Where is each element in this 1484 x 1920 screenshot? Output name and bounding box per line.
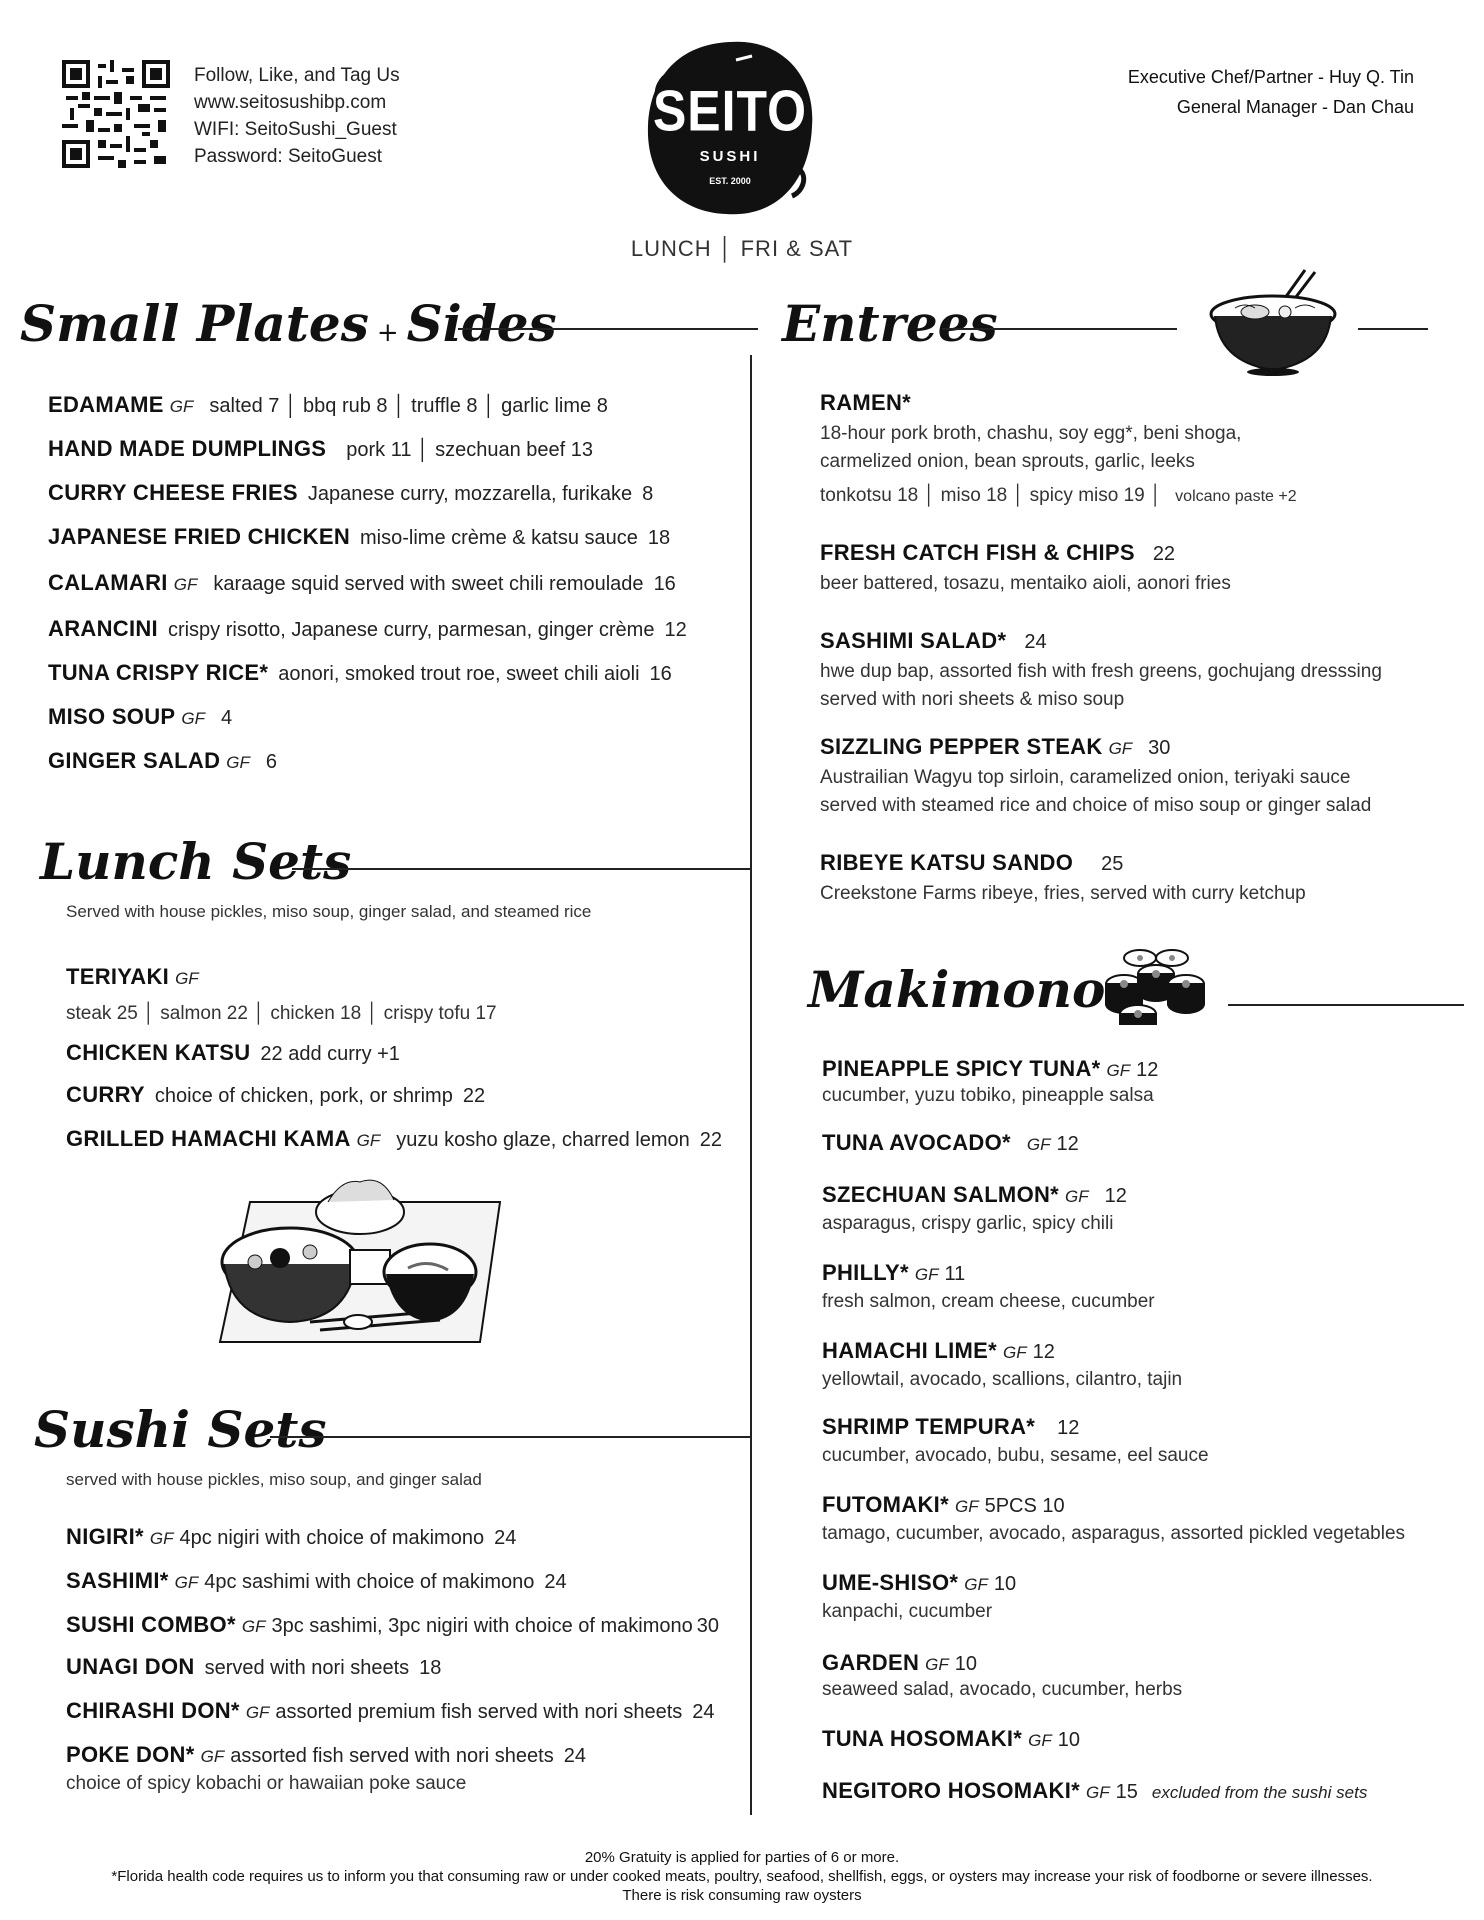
gf-badge: GF [226, 753, 250, 772]
gf-badge: GF [914, 1265, 939, 1284]
gf-badge: GF [1106, 1061, 1131, 1080]
divider-rule [942, 328, 1177, 330]
item-price: 12 [1136, 1059, 1159, 1081]
lunch-set-illustration [210, 1172, 510, 1357]
qr-code [62, 60, 170, 168]
item-description: Japanese curry, mozzarella, furikake [307, 483, 633, 505]
gf-badge: GF [200, 1747, 225, 1766]
item-name: POKE DON* [66, 1742, 195, 1767]
item-description: served with nori sheets [204, 1657, 410, 1679]
item-name: FUTOMAKI* [822, 1492, 949, 1517]
item-price: 10 [993, 1573, 1017, 1595]
list-item [48, 660, 672, 686]
item-price: 24 [1024, 631, 1047, 653]
list-item [66, 1126, 722, 1152]
lunch-sets-heading: Lunch Sets [40, 832, 352, 891]
password-line: Password: SeitoGuest [194, 146, 382, 167]
list-item [66, 1742, 586, 1768]
item-price: 12 [1032, 1341, 1055, 1363]
item-description: 22 add curry +1 [260, 1043, 400, 1065]
item-description: hwe dup bap, assorted fish with fresh greens, gochujang dresssing [820, 661, 1382, 682]
ramen-bowl-illustration [1205, 262, 1355, 382]
list-item [820, 734, 1170, 760]
list-item [48, 748, 277, 774]
list-item [66, 1698, 715, 1724]
item-name: TUNA AVOCADO* [822, 1130, 1011, 1155]
gf-badge: GF [169, 397, 194, 416]
item-description: miso-lime crème & katsu sauce [360, 527, 638, 549]
item-description: cucumber, avocado, bubu, sesame, eel sauce [822, 1445, 1209, 1466]
list-item [822, 1492, 1065, 1518]
sides-title: Sides [406, 294, 557, 353]
ramen-desc-2: carmelized onion, bean sprouts, garlic, leeks [820, 451, 1195, 472]
ramen-extra: volcano paste +2 [1175, 488, 1297, 505]
gf-badge: GF [241, 1617, 266, 1636]
item-name: RIBEYE KATSU SANDO [820, 850, 1074, 875]
item-price: 30 [696, 1615, 719, 1637]
social-line: Follow, Like, and Tag Us [194, 65, 400, 86]
item-description: fresh salmon, cream cheese, cucumber [822, 1291, 1155, 1312]
item-name: CURRY CHEESE FRIES [48, 480, 298, 505]
list-item [48, 616, 687, 642]
item-name: CURRY [66, 1082, 145, 1107]
item-price: 22 [1152, 543, 1176, 565]
gf-badge: GF [245, 1703, 270, 1722]
item-name: CALAMARI [48, 570, 168, 595]
gf-badge: GF [356, 1131, 381, 1150]
item-description: 4pc sashimi with choice of makimono [204, 1571, 535, 1593]
item-name: HAMACHI LIME* [822, 1338, 998, 1363]
item-description: 3pc sashimi, 3pc nigiri with choice of makimono [271, 1615, 693, 1637]
manager-line: General Manager - Dan Chau [1176, 97, 1414, 117]
item-name: TERIYAKI [66, 964, 170, 989]
list-item [48, 392, 608, 418]
list-item [66, 1082, 485, 1108]
item-name: HAND MADE DUMPLINGS [48, 436, 327, 461]
list-item [822, 1726, 1080, 1752]
gf-badge: GF [1003, 1343, 1027, 1362]
item-price: 11 [944, 1263, 966, 1285]
item-name: RAMEN* [820, 390, 912, 415]
item-price: 18 [647, 527, 671, 549]
gf-badge: GF [1065, 1187, 1089, 1206]
small-plates-heading [20, 294, 557, 353]
gratuity-line: 20% Gratuity is applied for parties of 6 or more. [584, 1849, 900, 1866]
list-item [822, 1338, 1055, 1364]
lunch-sets-note: Served with house pickles, miso soup, ginger salad, and steamed rice [66, 902, 592, 921]
item-description: seaweed salad, avocado, cucumber, herbs [822, 1679, 1183, 1700]
item-name: TUNA HOSOMAKI* [822, 1726, 1023, 1751]
teriyaki-options: steak 25 │ salmon 22 │ chicken 18 │ crispy tofu 17 [66, 1003, 497, 1024]
item-name: GINGER SALAD [48, 748, 221, 773]
item-description: crispy risotto, Japanese curry, parmesan, ginger crème [167, 619, 655, 641]
item-name: CHICKEN KATSU [66, 1040, 251, 1065]
item-description: tamago, cucumber, avocado, asparagus, assorted pickled vegetables [822, 1523, 1406, 1544]
item-name: SUSHI COMBO* [66, 1612, 236, 1637]
wifi-line: WIFI: SeitoSushi_Guest [194, 119, 397, 140]
website-link[interactable]: www.seitosushibp.com [194, 92, 387, 113]
gf-badge: GF [175, 969, 199, 988]
item-description: karaage squid served with sweet chili remoulade [213, 573, 644, 595]
ramen-broth-options: tonkotsu 18 │ miso 18 │ spicy miso 19 │ [820, 485, 1162, 506]
gf-badge: GF [1026, 1135, 1051, 1154]
item-name: UNAGI DON [66, 1654, 195, 1679]
poke-sauce-note: choice of spicy kobachi or hawaiian poke sauce [66, 1773, 467, 1794]
item-price: 6 [265, 751, 278, 773]
logo-sub: SUSHI [699, 148, 761, 165]
item-price: 12 [664, 619, 687, 641]
item-description: salted 7 │ bbq rub 8 │ truffle 8 │ garlic lime 8 [209, 395, 608, 417]
gf-badge: GF [1028, 1731, 1052, 1750]
divider-rule [458, 328, 758, 330]
list-item [66, 1040, 400, 1066]
ramen-options [820, 482, 1297, 511]
item-price: 24 [563, 1745, 586, 1767]
item-name: MISO SOUP [48, 704, 176, 729]
gf-badge: GF [925, 1655, 949, 1674]
list-item [66, 1524, 516, 1550]
item-description: choice of chicken, pork, or shrimp [154, 1085, 453, 1107]
item-price: 10 [954, 1653, 977, 1675]
list-item [66, 1654, 441, 1680]
item-price: 25 [1101, 853, 1124, 875]
item-description: Austrailian Wagyu top sirloin, caramelized onion, teriyaki sauce [820, 767, 1351, 788]
item-description: assorted premium fish served with nori sheets [275, 1701, 683, 1723]
divider-rule [292, 868, 750, 870]
item-description: Creekstone Farms ribeye, fries, served with curry ketchup [820, 883, 1306, 904]
item-name: UME-SHISO* [822, 1570, 959, 1595]
ramen-item [820, 390, 911, 416]
item-price: 5PCS 10 [984, 1495, 1065, 1517]
item-description: asparagus, crispy garlic, spicy chili [822, 1213, 1114, 1234]
list-item [822, 1778, 1367, 1804]
item-price: 22 [462, 1085, 486, 1107]
gf-badge: GF [954, 1497, 979, 1516]
list-item [66, 964, 205, 990]
divider-rule [1358, 328, 1428, 330]
gf-badge: GF [964, 1575, 988, 1594]
item-description: yellowtail, avocado, scallions, cilantro, tajin [822, 1369, 1183, 1390]
sushi-rolls-illustration [1098, 944, 1210, 1035]
item-price: 24 [544, 1571, 567, 1593]
list-item [48, 524, 670, 550]
item-name: SZECHUAN SALMON* [822, 1182, 1060, 1207]
list-item [820, 850, 1123, 876]
item-name: GARDEN [822, 1650, 920, 1675]
item-price: 10 [1057, 1729, 1081, 1751]
item-price: 12 [1104, 1185, 1127, 1207]
item-description: beer battered, tosazu, mentaiko aioli, aonori fries [820, 573, 1231, 594]
gf-badge: GF [181, 709, 205, 728]
item-price: 8 [642, 483, 654, 505]
item-name: NIGIRI* [66, 1524, 144, 1549]
item-note: excluded from the sushi sets [1151, 1783, 1368, 1802]
list-item [822, 1056, 1158, 1082]
item-name: EDAMAME [48, 392, 164, 417]
contact-info [194, 62, 400, 170]
small-plates-title: Small Plates [20, 294, 369, 353]
item-price: 4 [221, 707, 233, 729]
sushi-sets-heading: Sushi Sets [34, 1400, 327, 1459]
gf-badge: GF [1108, 739, 1133, 758]
list-item [822, 1414, 1079, 1440]
list-item [48, 436, 593, 462]
item-price: 12 [1056, 1133, 1079, 1155]
list-item [48, 480, 653, 506]
item-name: SHRIMP TEMPURA* [822, 1414, 1036, 1439]
item-name: NEGITORO HOSOMAKI* [822, 1778, 1081, 1803]
seito-logo [640, 30, 820, 230]
sushi-sets-note: served with house pickles, miso soup, and ginger salad [66, 1470, 482, 1489]
list-item [48, 704, 232, 730]
list-item [66, 1568, 567, 1594]
item-price: 16 [653, 573, 676, 595]
item-price: 24 [692, 1701, 715, 1723]
makimono-heading: Makimono [808, 960, 1106, 1019]
item-name: PHILLY* [822, 1260, 909, 1285]
item-price: 16 [649, 663, 672, 685]
item-name: SASHIMI* [66, 1568, 169, 1593]
item-name: FRESH CATCH FISH & CHIPS [820, 540, 1135, 565]
item-price: 12 [1057, 1417, 1080, 1439]
item-price: 24 [494, 1527, 517, 1549]
item-price: 15 [1115, 1781, 1138, 1803]
list-item [820, 540, 1175, 566]
item-description: served with nori sheets & miso soup [820, 689, 1125, 710]
gf-badge: GF [1086, 1783, 1110, 1802]
item-description: yuzu kosho glaze, charred lemon [396, 1129, 690, 1151]
list-item [822, 1570, 1016, 1596]
oyster-line: There is risk consuming raw oysters [622, 1887, 862, 1904]
divider-rule [270, 1436, 750, 1438]
item-name: GRILLED HAMACHI KAMA [66, 1126, 351, 1151]
item-description: pork 11 │ szechuan beef 13 [346, 439, 594, 461]
item-name: PINEAPPLE SPICY TUNA* [822, 1056, 1101, 1081]
plus-sign: + [376, 318, 399, 348]
divider-rule [1228, 1004, 1464, 1006]
item-price: 18 [419, 1657, 442, 1679]
chef-line: Executive Chef/Partner - Huy Q. Tin [1127, 67, 1414, 87]
ramen-desc-1: 18-hour pork broth, chashu, soy egg*, beni shoga, [820, 423, 1242, 444]
list-item [822, 1130, 1079, 1156]
item-description: cucumber, yuzu tobiko, pineapple salsa [822, 1085, 1154, 1106]
item-description: aonori, smoked trout roe, sweet chili aioli [278, 663, 640, 685]
item-name: ARANCINI [48, 616, 158, 641]
item-description: served with steamed rice and choice of miso soup or ginger salad [820, 795, 1372, 816]
list-item [820, 628, 1047, 654]
item-name: JAPANESE FRIED CHICKEN [48, 524, 351, 549]
menu-subtitle: LUNCH │ FRI & SAT [630, 236, 854, 261]
gf-badge: GF [174, 1573, 199, 1592]
list-item [822, 1182, 1127, 1208]
list-item [822, 1650, 977, 1676]
column-divider [750, 355, 752, 1815]
list-item [66, 1612, 719, 1638]
item-name: SIZZLING PEPPER STEAK [820, 734, 1103, 759]
entrees-heading: Entrees [782, 294, 998, 353]
gf-badge: GF [149, 1529, 174, 1548]
gf-badge: GF [173, 575, 198, 594]
item-name: CHIRASHI DON* [66, 1698, 240, 1723]
health-code-line: *Florida health code requires us to inform you that consuming raw or under cooked meats, poultry, seafood, shellfish, eggs, or oysters may increase your risk of foodborne or severe illnesses. [111, 1868, 1373, 1885]
staff-info [1128, 62, 1414, 122]
item-price: 30 [1148, 737, 1171, 759]
item-description: kanpachi, cucumber [822, 1601, 993, 1622]
logo-wordmark: SEITO [652, 78, 808, 144]
item-name: TUNA CRISPY RICE* [48, 660, 269, 685]
footer-notice [0, 1848, 1484, 1905]
list-item [48, 570, 676, 596]
item-description: 4pc nigiri with choice of makimono [179, 1527, 485, 1549]
list-item [822, 1260, 965, 1286]
item-name: SASHIMI SALAD* [820, 628, 1007, 653]
item-description: assorted fish served with nori sheets [230, 1745, 554, 1767]
logo-est: EST. 2000 [709, 176, 751, 186]
item-price: 22 [699, 1129, 723, 1151]
